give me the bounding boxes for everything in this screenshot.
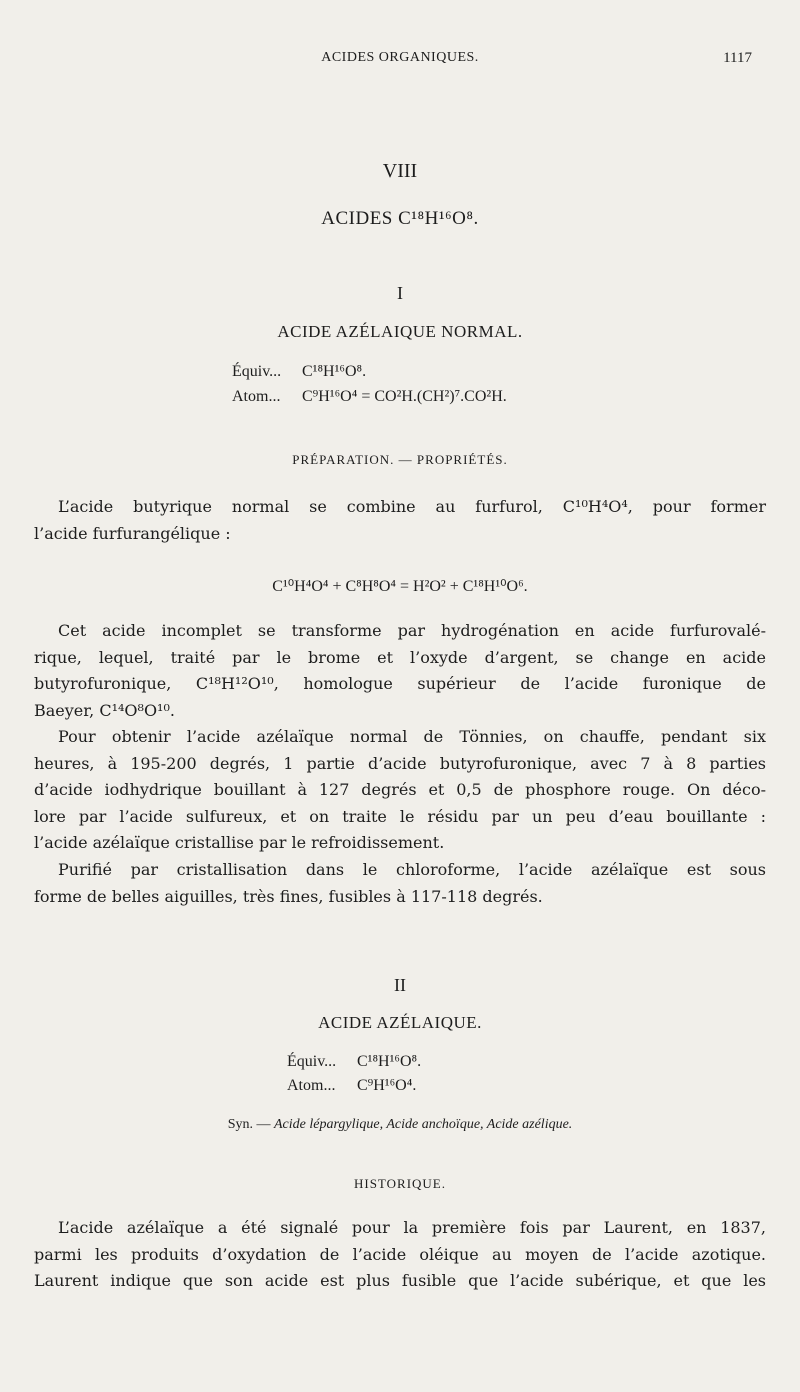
chapter-title: ACIDES C¹⁸H¹⁶O⁸. bbox=[321, 208, 479, 229]
text-line: Baeyer, C¹⁴O⁸O¹⁰. bbox=[34, 700, 175, 720]
text-line: d’acide iodhydrique bouillant à 127 degrés et 0,5 de phosphore rouge. On déco- bbox=[34, 780, 766, 799]
equiv-label: Équiv... bbox=[287, 1053, 337, 1070]
section-title: ACIDE AZÉLAIQUE. bbox=[318, 1013, 482, 1032]
synonyms-text: Acide lépargylique, Acide anchoïque, Acide azélique. bbox=[273, 1117, 573, 1132]
text-line: Pour obtenir l’acide azélaïque normal de Tönnies, on chauffe, pendant six bbox=[58, 727, 766, 746]
text-line: Cet acide incomplet se transforme par hydrogénation en acide furfurovalé- bbox=[58, 621, 766, 640]
text-line: heures, à 195-200 degrés, 1 partie d’acide butyrofuronique, avec 7 à 8 parties bbox=[34, 753, 766, 773]
equiv-formula bbox=[232, 363, 366, 381]
text-line: parmi les produits d’oxydation de l’acide oléique au moyen de l’acide azotique. bbox=[34, 1244, 766, 1264]
synonyms-label: Syn. — bbox=[227, 1117, 271, 1132]
paragraph-5 bbox=[34, 1215, 766, 1295]
paragraph-2 bbox=[34, 618, 766, 724]
subsection-label: HISTORIQUE. bbox=[353, 1176, 446, 1191]
text-line: Purifié par cristallisation dans le chloroforme, l’acide azélaïque est sous bbox=[58, 860, 766, 879]
text-line: L’acide butyrique normal se combine au furfurol, C¹⁰H⁴O⁴, pour former bbox=[58, 497, 766, 516]
atom-formula bbox=[232, 388, 507, 406]
running-header: ACIDES ORGANIQUES. bbox=[321, 50, 479, 65]
page-number: 1117 bbox=[723, 50, 752, 66]
atom-value: C⁹H¹⁶O⁴ = CO²H.(CH²)⁷.CO²H. bbox=[302, 388, 507, 405]
text-line: L’acide azélaïque a été signalé pour la première fois par Laurent, en 1837, bbox=[58, 1218, 766, 1237]
section-title: ACIDE AZÉLAIQUE NORMAL. bbox=[277, 322, 523, 341]
paragraph-3 bbox=[34, 724, 766, 857]
text-line: forme de belles aiguilles, très fines, fusibles à 117-118 degrés. bbox=[34, 886, 543, 906]
text-line: l’acide furfurangélique : bbox=[34, 523, 231, 543]
atom-value: C⁹H¹⁶O⁴. bbox=[357, 1077, 417, 1094]
synonyms bbox=[0, 1117, 800, 1133]
equiv-formula bbox=[287, 1053, 421, 1071]
subsection-label: PRÉPARATION. — PROPRIÉTÉS. bbox=[292, 452, 508, 467]
text-line: l’acide azélaïque cristallise par le refroidissement. bbox=[34, 833, 445, 852]
text-line: rique, lequel, traité par le brome et l’oxyde d’argent, se change en acide bbox=[34, 647, 766, 667]
paragraph-1 bbox=[34, 494, 766, 547]
text-line: Laurent indique que son acide est plus fusible que l’acide subérique, et que les bbox=[34, 1271, 766, 1290]
equiv-label: Équiv... bbox=[232, 363, 282, 380]
equation: C¹⁰H⁴O⁴ + C⁸H⁸O⁴ = H²O² + C¹⁸H¹⁰O⁶. bbox=[272, 578, 528, 595]
atom-label: Atom... bbox=[232, 388, 281, 405]
paragraph-4 bbox=[34, 857, 766, 910]
equiv-value: C¹⁸H¹⁶O⁸. bbox=[357, 1053, 422, 1070]
text-line: lore par l’acide sulfureux, et on traite le résidu par un peu d’eau bouillante : bbox=[34, 806, 766, 826]
section-number: II bbox=[394, 975, 406, 995]
atom-label: Atom... bbox=[287, 1077, 336, 1094]
section-number: I bbox=[397, 283, 403, 303]
chapter-number: VIII bbox=[382, 160, 418, 182]
atom-formula bbox=[287, 1077, 416, 1095]
text-line: butyrofuronique, C¹⁸H¹²O¹⁰, homologue supérieur de l’acide furonique de bbox=[34, 674, 766, 693]
equiv-value: C¹⁸H¹⁶O⁸. bbox=[302, 363, 367, 380]
